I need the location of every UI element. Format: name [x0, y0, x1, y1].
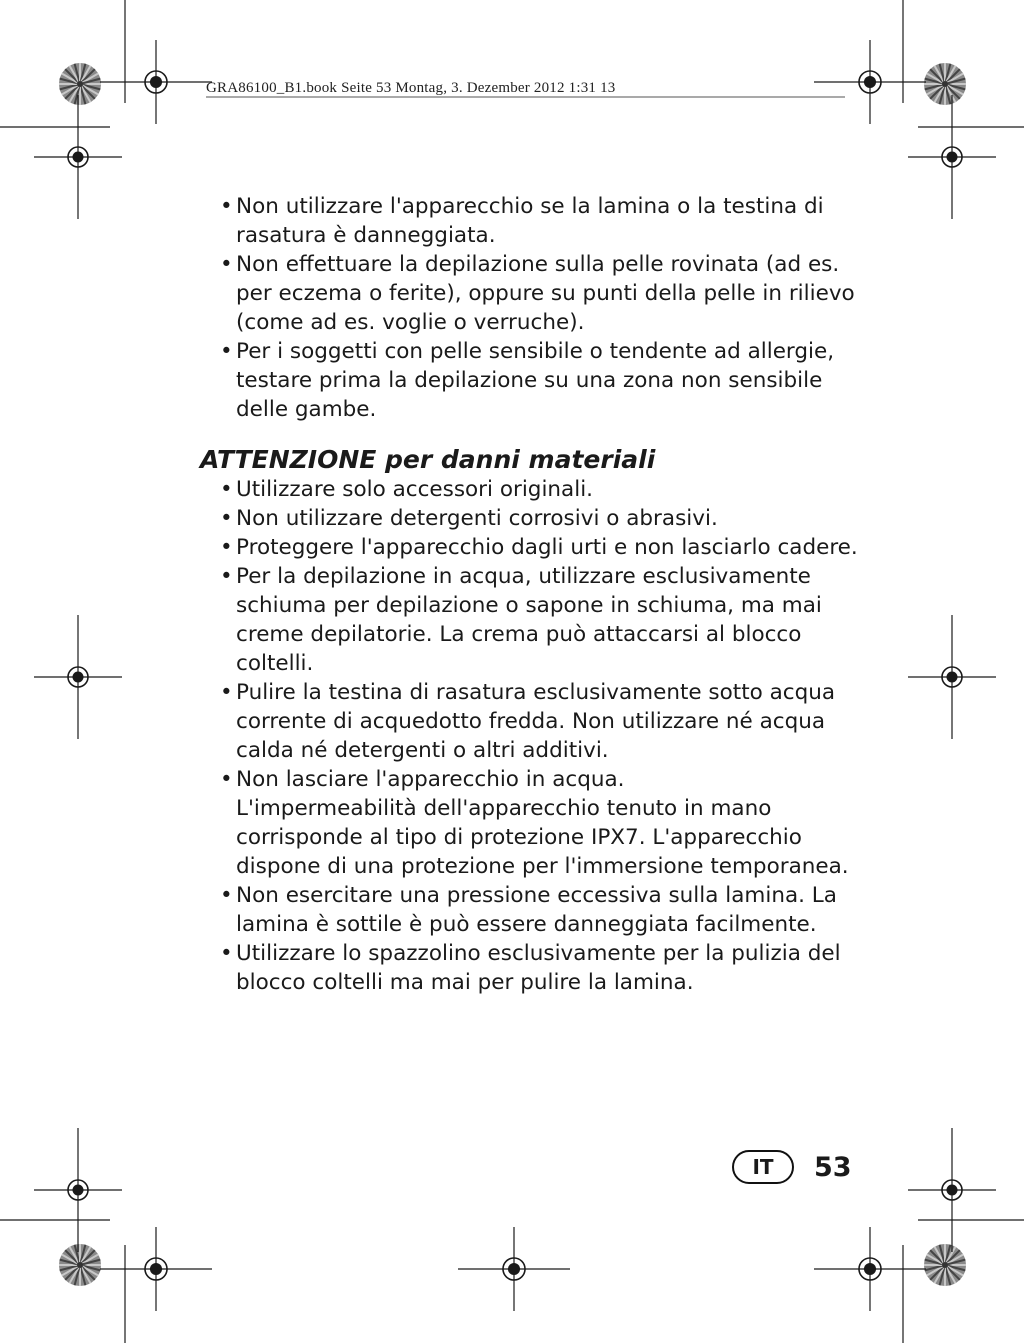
section-heading: ATTENZIONE per danni materiali: [200, 445, 656, 474]
page-content: [200, 192, 860, 997]
list-item: • Utilizzare lo spazzolino esclusivamente per la pulizia del blocco coltelli ma mai per pulire la lamina.: [200, 939, 860, 997]
list-item: • Non utilizzare detergenti corrosivi o abrasivi.: [200, 504, 860, 533]
print-slug-line: GRA86100_B1.book Seite 53 Montag, 3. Dezember 2012 1:31 13: [206, 80, 616, 96]
list-item: • Proteggere l'apparecchio dagli urti e non lasciarlo cadere.: [200, 533, 860, 562]
list-item: • Per i soggetti con pelle sensibile o tendente ad allergie, testare prima la depilazione su una zona non sensibile delle gambe.: [200, 337, 860, 424]
page-number: 53: [814, 1151, 852, 1183]
list-item: • Pulire la testina di rasatura esclusivamente sotto acqua corrente di acquedotto fredda. Non utilizzare né acqua calda né detergenti o altri additivi.: [200, 678, 860, 765]
color-bar-center: [942, 1262, 948, 1268]
list-item: • Non esercitare una pressione eccessiva sulla lamina. La lamina è sottile è può essere danneggiata facilmente.: [200, 881, 860, 939]
material-damage-list: [200, 475, 860, 997]
intro-warning-list: [200, 192, 860, 424]
color-bar-center: [942, 81, 948, 87]
list-item: • Non effettuare la depilazione sulla pelle rovinata (ad es. per eczema o ferite), oppure su punti della pelle in rilievo (come ad es. voglie o verruche).: [200, 250, 860, 337]
language-badge: IT: [732, 1150, 794, 1184]
waterproof-note: L'impermeabilità dell'apparecchio tenuto in mano corrisponde al tipo di protezione IPX7. L'apparecchio dispone di una protezione per l'immersione temporanea.: [236, 796, 849, 879]
list-item: • Non utilizzare l'apparecchio se la lamina o la testina di rasatura è danneggiata.: [200, 192, 860, 250]
list-item: • Per la depilazione in acqua, utilizzare esclusivamente schiuma per depilazione o sapone in schiuma, ma mai creme depilatorie. La crema può attaccarsi al blocco coltelli.: [200, 562, 860, 678]
list-item-water: [200, 765, 860, 881]
color-bar-center: [77, 1262, 83, 1268]
page-footer: [732, 1148, 852, 1186]
list-item: • Utilizzare solo accessori originali.: [200, 475, 860, 504]
list-item-text: Non lasciare l'apparecchio in acqua.: [236, 767, 625, 792]
color-bar-center: [77, 81, 83, 87]
